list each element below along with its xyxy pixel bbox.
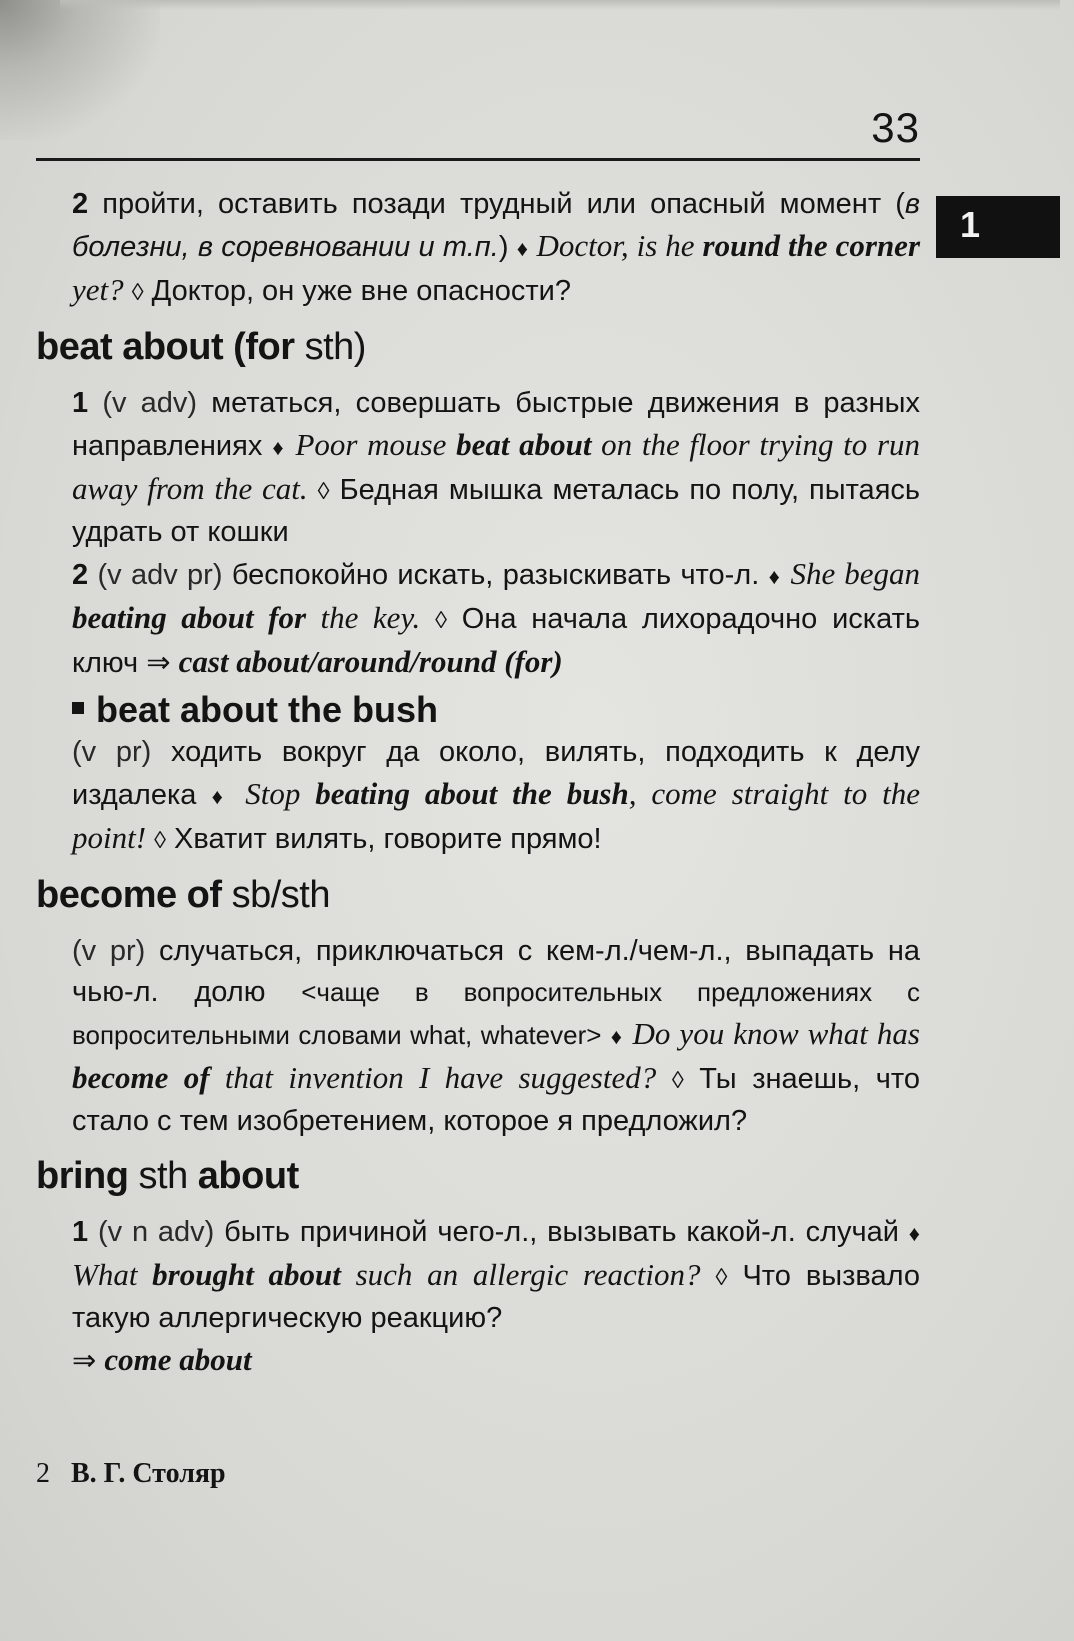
thumb-index-tab: [936, 196, 1060, 258]
idiom-marker-icon: [72, 702, 84, 714]
headword: bring: [36, 1155, 129, 1197]
cross-reference-arrow-icon: ⇒: [146, 647, 171, 679]
author-name: В. Г. Столяр: [71, 1458, 226, 1489]
sense-number: 2: [72, 559, 89, 591]
example-sentence: [72, 1257, 701, 1292]
example-marker-icon: ♦: [610, 1024, 624, 1049]
translation-marker-icon: ◊: [715, 1264, 728, 1291]
headword-particle: about: [197, 1155, 299, 1197]
usage-note: в болезни, в соревновании и т.п.: [72, 188, 920, 263]
headword: become of: [36, 874, 222, 916]
example-headword: round the corner: [702, 228, 921, 263]
sense-definition: ходить вокруг да около, вилять, подходить к делу издалека: [72, 736, 920, 811]
entry-headword-bring-about: [36, 1152, 920, 1200]
example-marker-icon: ♦: [211, 784, 231, 809]
cross-reference: come about: [104, 1342, 252, 1377]
page-corner-shadow: [0, 0, 160, 140]
example-headword: become of: [72, 1060, 210, 1095]
example-part: Do you know what has: [632, 1016, 920, 1051]
sense-number: 1: [72, 1216, 89, 1248]
example-part: that invention I have suggested?: [209, 1060, 657, 1095]
grammar-pattern: (v pr): [72, 736, 152, 768]
idiom-text: beat about the bush: [96, 689, 438, 730]
headword-object: sb/sth: [221, 874, 330, 916]
idiom-headword: [72, 688, 920, 732]
cross-reference: cast about/around/round (for): [178, 644, 563, 679]
example-marker-icon: ♦: [768, 564, 782, 589]
example-headword: brought about: [152, 1257, 341, 1292]
page-top-edge: [60, 0, 1060, 10]
example-part: yet?: [72, 272, 124, 307]
sense-definition: быть причиной чего-л., вызывать какой-л. случай: [224, 1216, 899, 1248]
example-part: , come straight to the point!: [72, 776, 920, 855]
grammar-pattern: (v adv pr): [97, 559, 223, 591]
grammar-pattern: (v adv): [102, 387, 198, 419]
example-translation: Она начала лихорадочно искать ключ: [72, 603, 920, 679]
sense-number: 2: [72, 188, 89, 220]
page-footer: [36, 1458, 226, 1490]
example-part: such an allergic reaction?: [340, 1257, 701, 1292]
example-headword: beating about for: [72, 600, 307, 635]
idiom-sense: [72, 732, 920, 861]
example-part: Doctor, is he: [536, 228, 703, 263]
entry-continuation-sense-2: [72, 184, 920, 313]
headword: beat about: [36, 326, 224, 368]
translation-marker-icon: ◊: [154, 827, 166, 854]
example-marker-icon: ♦: [908, 1221, 920, 1246]
headword-particle: (for: [223, 326, 305, 368]
sense-2: [72, 553, 920, 684]
example-translation: Хватит вилять, говорите прямо!: [174, 823, 602, 855]
headword-object: sth: [128, 1155, 198, 1197]
example-marker-icon: ♦: [272, 435, 286, 460]
usage-note-text: чаще в вопросительных предложениях с вопросительными словами what, whatever: [72, 977, 921, 1050]
definition-close: ): [498, 231, 509, 263]
translation-marker-icon: ◊: [131, 279, 144, 306]
header-rule: [36, 158, 920, 161]
sense-definition: пройти, оставить позади трудный или опасный момент (: [102, 188, 905, 220]
translation-marker-icon: ◊: [317, 478, 330, 505]
usage-note: <чаще в вопросительных предложениях с вопросительными словами what, whatever>: [72, 977, 921, 1050]
example-part: on the floor trying to run away from the cat.: [72, 427, 921, 506]
cross-reference-arrow-icon: ⇒: [72, 1345, 97, 1377]
sense-1: [72, 1212, 920, 1382]
example-part: What: [72, 1257, 153, 1292]
example-translation: Что вызвало такую аллергическую реакцию?: [72, 1260, 921, 1334]
sense-number: 1: [72, 387, 89, 419]
sense-definition: беспокойно искать, разыскивать что-л.: [231, 559, 760, 591]
sense-main: [72, 931, 920, 1142]
example-translation: Ты знаешь, что стало с тем изобретением, которое я предложил?: [72, 1063, 920, 1137]
example-headword: beating about the bush: [315, 776, 629, 811]
example-part: Poor mouse: [295, 427, 457, 462]
sense-1: [72, 383, 920, 553]
translation-marker-icon: ◊: [435, 607, 447, 634]
example-part: She began: [790, 556, 921, 591]
page-content: [36, 184, 920, 1382]
sense-definition: метаться, совершать быстрые движения в разных направлениях: [72, 387, 921, 462]
example-marker-icon: ♦: [516, 236, 529, 261]
example-headword: beat about: [456, 427, 592, 462]
example-translation: Бедная мышка металась по полу, пытаясь удрать от кошки: [72, 474, 921, 548]
example-part: the key.: [306, 600, 421, 635]
grammar-pattern: (v pr): [72, 935, 146, 967]
page-number: 33: [871, 104, 920, 151]
sense-definition: случаться, приключаться с кем-л./чем-л., выпадать на чью-л. долю: [72, 935, 920, 1008]
translation-marker-icon: ◊: [671, 1067, 684, 1094]
example-part: Stop: [245, 776, 316, 811]
entry-headword-become-of: [36, 871, 920, 919]
grammar-pattern: (v n adv): [97, 1216, 215, 1248]
entry-headword-beat-about: [36, 323, 920, 371]
example-translation: Доктор, он уже вне опасности?: [151, 275, 571, 307]
headword-object: sth): [304, 326, 366, 368]
thumb-index-label: 1: [960, 204, 981, 245]
printer-signature: 2: [36, 1458, 50, 1489]
